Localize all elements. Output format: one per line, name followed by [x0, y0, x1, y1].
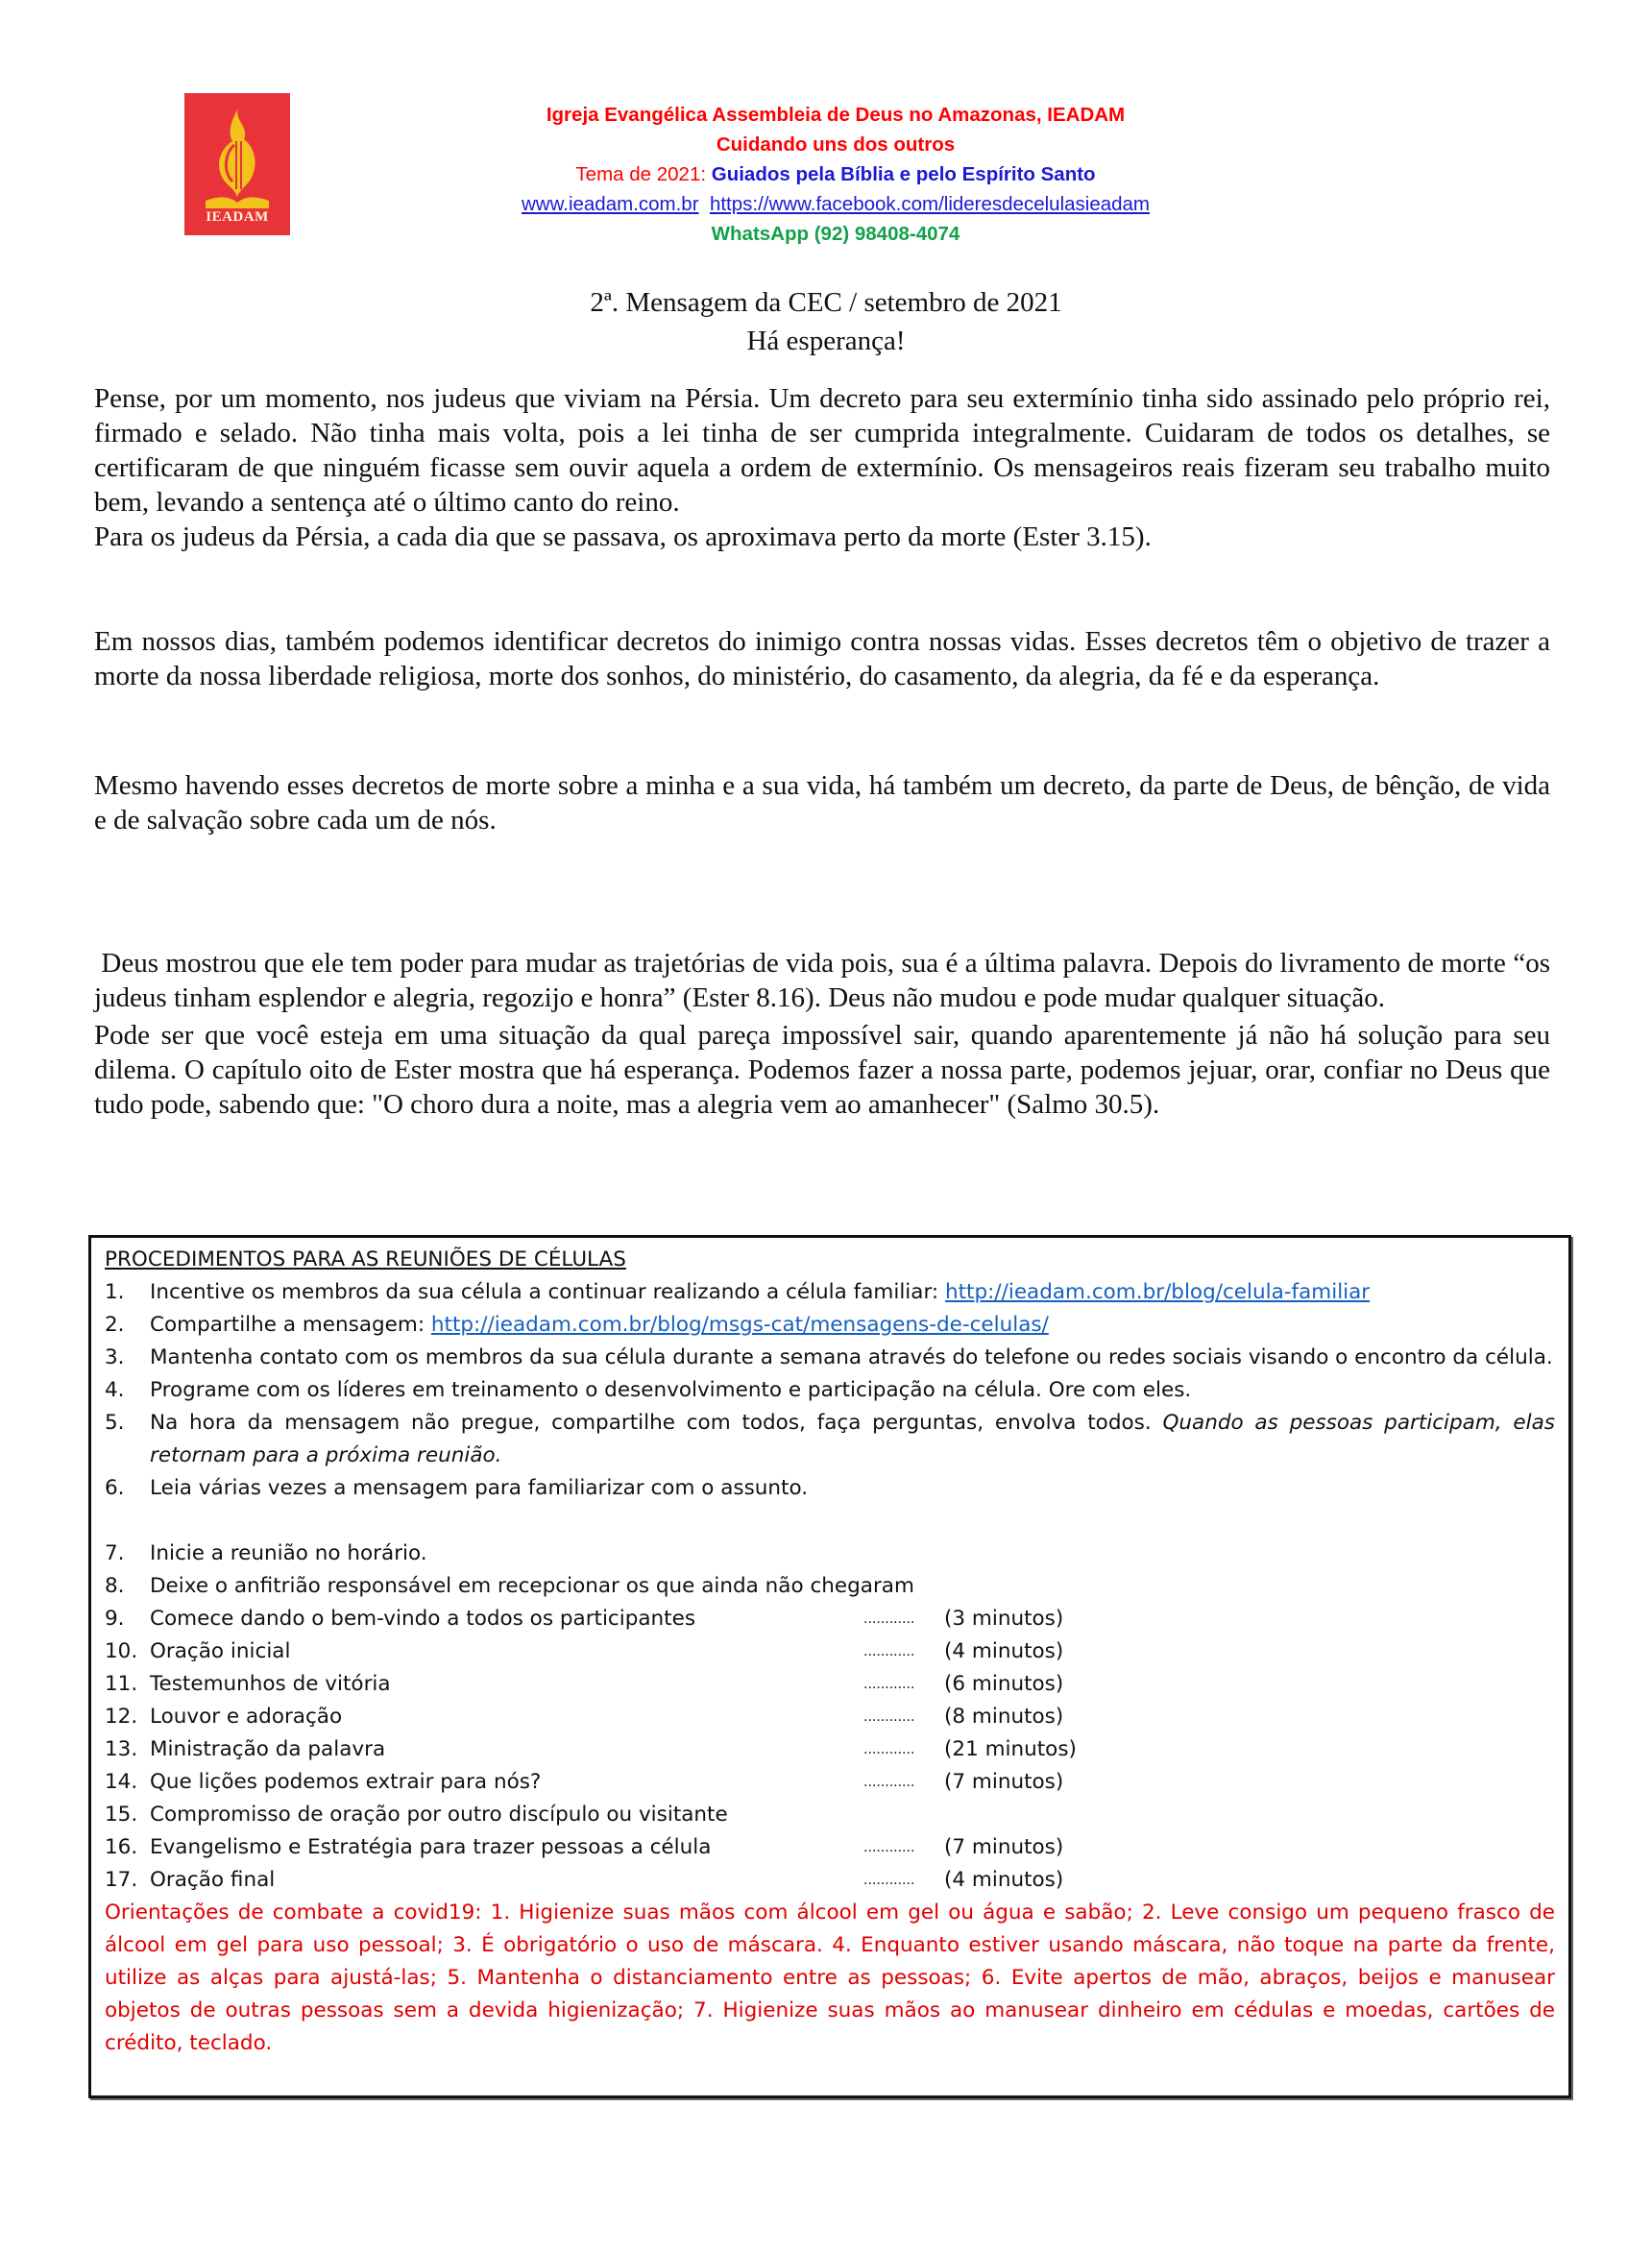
item-number: 7.: [105, 1541, 125, 1565]
item-number: 11.: [105, 1672, 138, 1696]
list-item: [105, 1276, 1555, 1309]
item-text: Oração inicial: [150, 1639, 291, 1663]
item-number: 17.: [105, 1868, 138, 1892]
item-text: Mantenha contato com os membros da sua célula durante a semana através do telefone ou redes sociais visando o encontro da célula.: [150, 1345, 1553, 1369]
item-label: Compartilhe a mensagem:: [150, 1313, 431, 1337]
item-number: 12.: [105, 1705, 138, 1729]
item-text: [150, 1276, 1555, 1309]
leader-dots: ............: [863, 1644, 915, 1659]
item-text: Testemunhos de vitória: [150, 1672, 391, 1696]
item-text: Deixe o anfitrião responsável em recepcionar os que ainda não chegaram: [150, 1574, 914, 1598]
item-text: Leia várias vezes a mensagem para familiarizar com o assunto.: [150, 1476, 809, 1500]
item-number: 16.: [105, 1835, 138, 1859]
leader-dots: ............: [863, 1840, 915, 1855]
list-item: [105, 1374, 1555, 1407]
agenda-item: [105, 1603, 1555, 1635]
paragraph-2: [94, 624, 1550, 693]
church-slogan: Cuidando uns dos outros: [716, 133, 956, 156]
item-number: 4.: [105, 1378, 125, 1402]
agenda-item: [105, 1831, 1555, 1864]
agenda-item: [105, 1570, 1555, 1603]
item-text: [150, 1309, 1555, 1342]
agenda-item: [105, 1766, 1555, 1799]
paragraph-text: Em nossos dias, também podemos identificar decretos do inimigo contra nossas vidas. Esses decretos têm o objetivo de trazer a morte da nossa liberdade religiosa, morte dos sonhos, do ministério, do casamento, da alegria, da fé e da esperança.: [94, 626, 1550, 691]
facebook-link[interactable]: https://www.facebook.com/lideresdecelulasieadam: [709, 193, 1151, 215]
item-label: Incentive os membros da sua célula a continuar realizando a célula familiar:: [150, 1280, 945, 1304]
item-number: 13.: [105, 1737, 138, 1761]
logo-text: IEADAM: [206, 209, 269, 225]
leader-dots: ............: [863, 1611, 915, 1627]
theme-line: [413, 159, 1258, 189]
item-number: 8.: [105, 1574, 125, 1598]
item-number: 1.: [105, 1280, 125, 1304]
item-text: Louvor e adoração: [150, 1705, 343, 1729]
leader-dots: ............: [863, 1677, 915, 1692]
agenda-item: [105, 1538, 1555, 1570]
paragraph-text: Mesmo havendo esses decretos de morte sobre a minha e a sua vida, há também um decreto, da parte de Deus, de bênção, de vida e de salvação sobre cada um de nós.: [94, 770, 1550, 835]
item-duration: (8 minutos): [944, 1705, 1064, 1729]
leader-dots: [427, 1538, 508, 1570]
paragraph-3: [94, 768, 1550, 837]
celula-familiar-link[interactable]: http://ieadam.com.br/blog/celula-familiar: [944, 1280, 1371, 1304]
list-item: [105, 1407, 1555, 1472]
item-number: 15.: [105, 1803, 138, 1827]
item-duration: (3 minutos): [944, 1607, 1064, 1631]
item-number: 2.: [105, 1313, 125, 1337]
agenda-item: [105, 1864, 1555, 1897]
item-text: Evangelismo e Estratégia para trazer pessoas a célula: [150, 1835, 712, 1859]
item-number: 14.: [105, 1770, 138, 1794]
item-number: 9.: [105, 1607, 125, 1631]
church-name: Igreja Evangélica Assembleia de Deus no Amazonas, IEADAM: [546, 104, 1126, 126]
whatsapp-contact: WhatsApp (92) 98408-4074: [711, 223, 960, 245]
paragraph-5: [94, 1018, 1550, 1122]
paragraph-text: Pode ser que você esteja em uma situação da qual pareça impossível sair, quando aparentemente já não há solução para seu dilema. O capítulo oito de Ester mostra que há esperança. Podemos fazer a nossa parte, podemos jejuar, orar, confiar no Deus que tudo pode, sabendo que: "O choro dura a noite, mas a alegria vem ao amanhecer" (Salmo 30.5).: [94, 1020, 1550, 1120]
item-number: 10.: [105, 1639, 138, 1663]
item-text: Programe com os líderes em treinamento o desenvolvimento e participação na célula. Ore com eles.: [150, 1378, 1192, 1402]
list-item: [105, 1472, 1555, 1505]
leader-dots: ............: [863, 1775, 915, 1790]
item-text: Oração final: [150, 1868, 276, 1892]
church-header: [413, 100, 1258, 249]
item-number: 6.: [105, 1476, 125, 1500]
site-link[interactable]: www.ieadam.com.br: [521, 193, 699, 215]
item-text: Ministração da palavra: [150, 1737, 386, 1761]
item-number: 3.: [105, 1345, 125, 1369]
paragraph-1: [94, 381, 1550, 554]
agenda-item: [105, 1733, 1555, 1766]
message-title: [0, 283, 1652, 360]
item-label: Na hora da mensagem não pregue, compartilhe com todos, faça perguntas, envolva todos.: [150, 1411, 1163, 1435]
leader-dots: [914, 1570, 995, 1603]
item-duration: (4 minutos): [944, 1639, 1064, 1663]
procedures-list: [105, 1276, 1555, 1505]
agenda-item: [105, 1799, 1555, 1831]
covid-guidelines: Orientações de combate a covid19: 1. Higienize suas mãos com álcool em gel ou água e sabão; 2. Leve consigo um pequeno frasco de álcool em gel para uso pessoal; 3. É obrigatório o uso de máscara. 4. Enquanto estiver usando máscara, não toque na parte da frente, utilize as alças para ajustá-las; 5. Mantenha o distanciamento entre as pessoas; 6. Evite apertos de mão, abraços, beijos e manusear objetos de outras pessoas sem a devida higienização; 7. Higienize suas mãos ao manusear dinheiro em cédulas e moedas, cartões de crédito, teclado.: [105, 1901, 1555, 2055]
message-title-line2: Há esperança!: [746, 326, 906, 356]
paragraph-text: Deus mostrou que ele tem poder para mudar as trajetórias de vida pois, sua é a última palavra. Depois do livramento de morte “os judeus tinham esplendor e alegria, regozijo e honra” (Ester 8.16). Deus não mudou e pode mudar qualquer situação.: [94, 948, 1558, 1013]
item-duration: (7 minutos): [944, 1770, 1064, 1794]
theme-label: Tema de 2021:: [575, 163, 712, 185]
links-line: [413, 189, 1258, 219]
message-title-line1: 2ª. Mensagem da CEC / setembro de 2021: [590, 287, 1062, 318]
item-duration: (21 minutos): [944, 1737, 1077, 1761]
item-text: Inicie a reunião no horário.: [150, 1541, 427, 1565]
list-item: [105, 1309, 1555, 1342]
spacer: [105, 1505, 1555, 1538]
item-number: 5.: [105, 1411, 125, 1435]
leader-dots: ............: [863, 1709, 915, 1725]
list-item: [105, 1342, 1555, 1374]
theme-value: Guiados pela Bíblia e pelo Espírito Santo: [711, 163, 1096, 185]
ieadam-logo: [184, 93, 290, 235]
paragraph-text: Para os judeus da Pérsia, a cada dia que se passava, os aproximava perto da morte (Ester 3.15).: [94, 521, 1152, 552]
agenda-item: [105, 1701, 1555, 1733]
procedures-heading: PROCEDIMENTOS PARA AS REUNIÕES DE CÉLULAS: [105, 1247, 626, 1271]
procedures-box: [88, 1235, 1571, 2098]
leader-dots: [728, 1799, 809, 1831]
paragraph-text: Pense, por um momento, nos judeus que viviam na Pérsia. Um decreto para seu extermínio tinha sido assinado pelo próprio rei, firmado e selado. Não tinha mais volta, pois a lei tinha de ser cumprida integralmente. Cuidaram de todos os detalhes, se certificaram de que ninguém ficasse sem ouvir aquela a ordem de extermínio. Os mensageiros reais fizeram seu trabalho muito bem, levando a sentença até o último canto do reino.: [94, 383, 1550, 518]
item-text: Comece dando o bem-vindo a todos os participantes: [150, 1607, 696, 1631]
item-duration: (7 minutos): [944, 1835, 1064, 1859]
mensagens-link[interactable]: http://ieadam.com.br/blog/msgs-cat/mensagens-de-celulas/: [430, 1313, 1049, 1337]
item-text: Compromisso de oração por outro discípulo ou visitante: [150, 1803, 728, 1827]
agenda-list: [105, 1538, 1555, 1897]
agenda-item: [105, 1668, 1555, 1701]
item-duration: (6 minutos): [944, 1672, 1064, 1696]
leader-dots: ............: [863, 1873, 915, 1888]
item-duration: (4 minutos): [944, 1868, 1064, 1892]
item-text: Que lições podemos extrair para nós?: [150, 1770, 542, 1794]
item-text: [150, 1407, 1555, 1472]
item-italic-note: Quando as pessoas participam, elas retornam para a próxima reunião.: [150, 1411, 1555, 1467]
leader-dots: ............: [863, 1742, 915, 1757]
agenda-item: [105, 1635, 1555, 1668]
